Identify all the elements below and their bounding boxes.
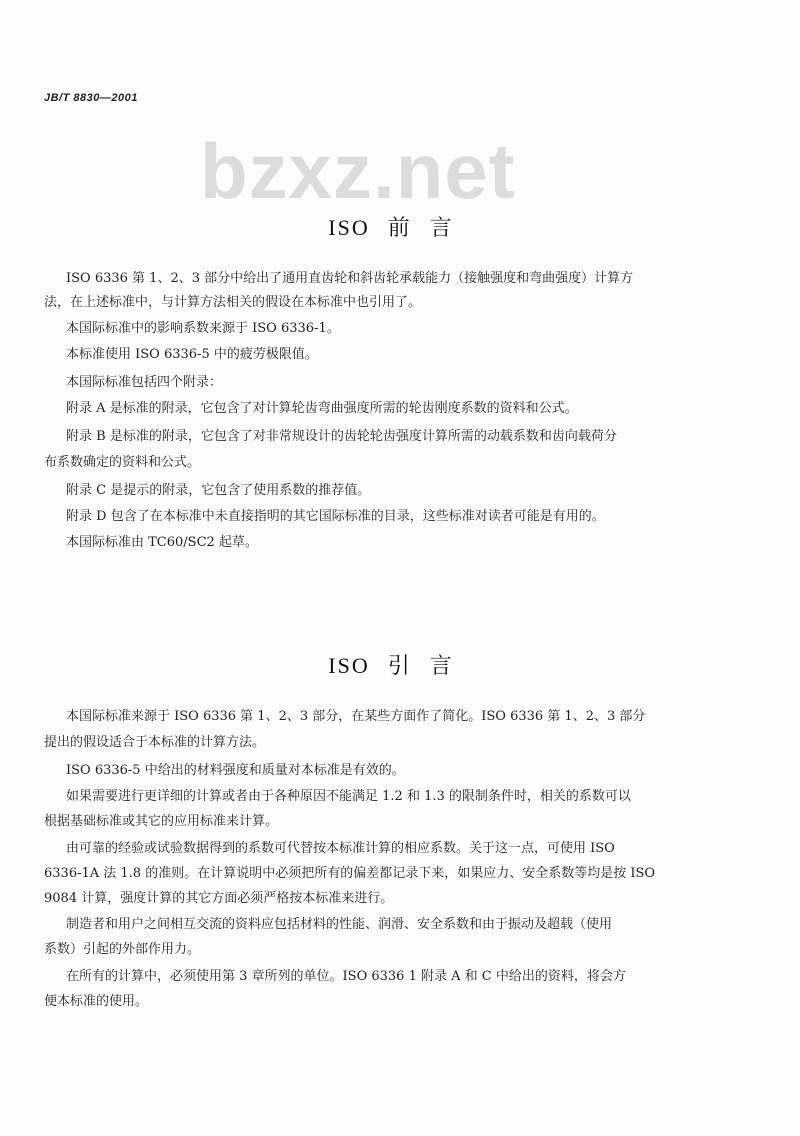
paragraph-continuation: 提出的假设适合于本标准的计算方法。 <box>44 735 266 750</box>
paragraph: 由可靠的经验或试验数据得到的系数可代替按本标准计算的相应系数。关于这一点，可使用 ISO <box>66 841 615 856</box>
paragraph-continuation: 布系数确定的资料和公式。 <box>44 455 201 470</box>
paragraph: 本国际标准由 TC60/SC2 起草。 <box>66 535 258 550</box>
paragraph: 制造者和用户之间相互交流的资料应包括材料的性能、润滑、安全系数和由于振动及超载（使用 <box>66 917 613 932</box>
section-title-introduction <box>0 649 800 680</box>
paragraph: 如果需要进行更详细的计算或者由于各种原因不能满足 1.2 和 1.3 的限制条件时，相关的系数可以 <box>66 789 631 804</box>
title-prefix: ISO <box>328 653 370 678</box>
title-text: 引言 <box>387 654 472 679</box>
paragraph-continuation: 根据基础标准或其它的应用标准来计算。 <box>44 814 279 829</box>
paragraph: ISO 6336 第 1、2、3 部分中给出了通用直齿轮和斜齿轮承载能力（接触强度和弯曲强度）计算方 <box>66 271 634 286</box>
paragraph-continuation: 9084 计算，强度计算的其它方面必须严格按本标准来进行。 <box>44 891 394 906</box>
paragraph: 附录 A 是标准的附录，它包含了对计算轮齿弯曲强度所需的轮齿刚度系数的资料和公式。 <box>66 401 578 416</box>
paragraph: ISO 6336-5 中给出的材料强度和质量对本标准是有效的。 <box>66 763 405 778</box>
paragraph-continuation: 法，在上述标准中，与计算方法相关的假设在本标准中也引用了。 <box>44 295 422 310</box>
paragraph: 本国际标准中的影响系数来源于 ISO 6336-1。 <box>66 321 340 336</box>
paragraph: 附录 C 是提示的附录，它包含了使用系数的推荐值。 <box>66 483 371 498</box>
title-text: 前言 <box>387 216 472 241</box>
section-title-foreword <box>0 211 800 242</box>
paragraph: 本国际标准来源于 ISO 6336 第 1、2、3 部分，在某些方面作了简化。ISO 6336 第 1、2、3 部分 <box>66 709 646 724</box>
paragraph: 附录 D 包含了在本标准中未直接指明的其它国际标准的目录，这些标准对读者可能是有用的。 <box>66 509 605 524</box>
paragraph: 附录 B 是标准的附录，它包含了对非常规设计的齿轮轮齿强度计算所需的动载系数和齿向载荷分 <box>66 429 617 444</box>
header-standard-code: JB/T 8830—2001 <box>44 92 138 104</box>
paragraph: 本标准使用 ISO 6336-5 中的疲劳极限值。 <box>66 347 318 362</box>
paragraph: 本国际标准包括四个附录： <box>66 375 223 390</box>
watermark: bzxz.net <box>200 127 516 215</box>
paragraph-continuation: 6336-1A 法 1.8 的准则。在计算说明中必须把所有的偏差都记录下来，如果应力、安全系数等均是按 ISO <box>44 866 656 881</box>
paragraph-continuation: 便本标准的使用。 <box>44 994 149 1009</box>
title-prefix: ISO <box>328 215 370 240</box>
paragraph-continuation: 系数）引起的外部作用力。 <box>44 942 201 957</box>
paragraph: 在所有的计算中，必须使用第 3 章所列的单位。ISO 6336 1 附录 A 和 C 中给出的资料，将会方 <box>66 969 626 984</box>
